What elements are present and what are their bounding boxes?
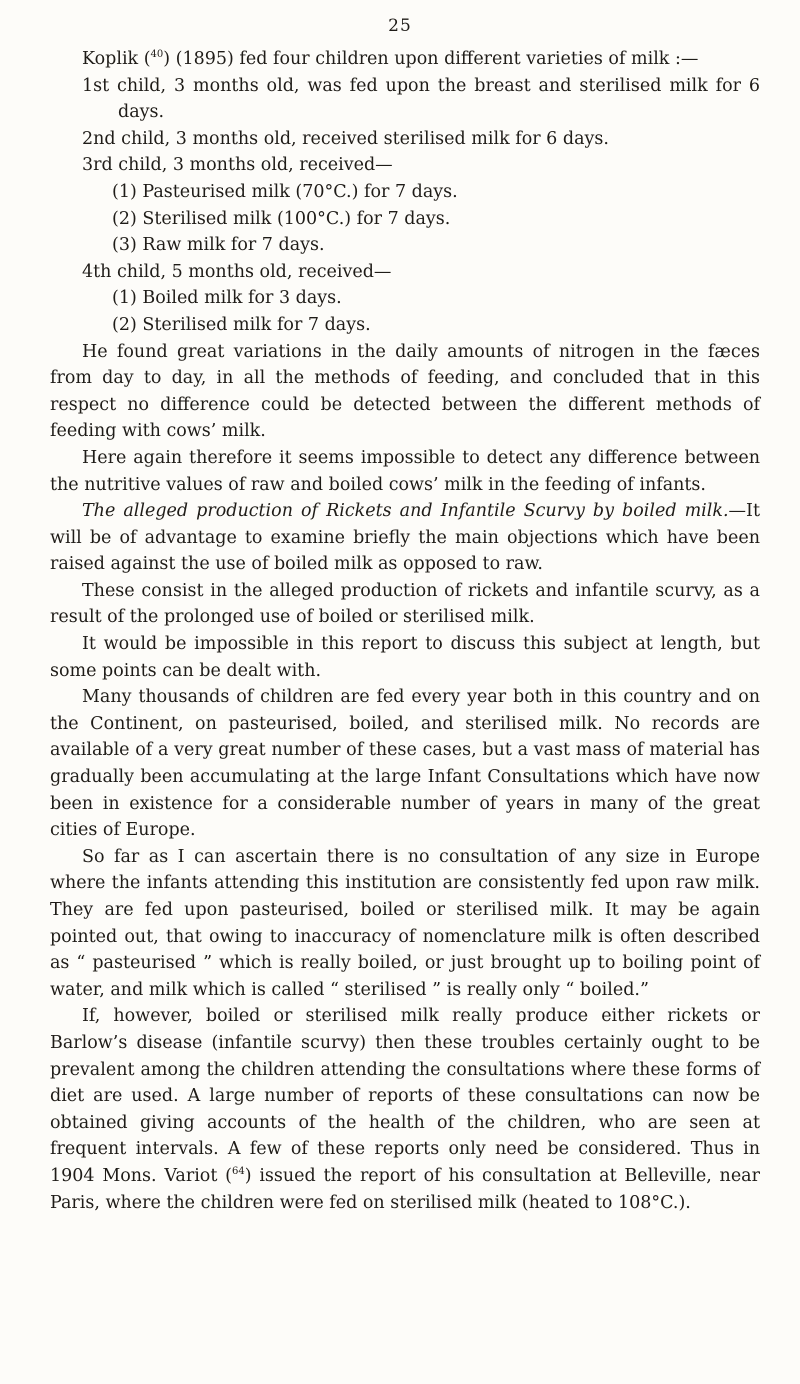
paragraph-2: Here again therefore it seems impossible to detect any difference between the nutritive values of raw and boiled cows’ milk in the feeding of infants.: [50, 447, 760, 495]
paragraph-6: Many thousands of children are fed every year both in this country and on the Continent, on pasteurised, boiled, and sterilised milk. No records are available of a very great number of these cases, but a vast mass of material has gradually been accumulating at the large Infant Consultations which have now been in existence for a considerable number of years in many of the great cities of Europe.: [50, 687, 760, 841]
paragraph-7: So far as I can ascertain there is no consultation of any size in Europe where the infants attending this institution are consistently fed upon raw milk. They are fed upon pasteurised, boiled or sterilised milk. It may be again pointed out, that owing to inaccuracy of nomenclature milk is often described as “ pasteurised ” which is really boiled, or just brought up to boiling point of water, and milk which is called “ sterilised ” is really only “ boiled.”: [50, 846, 760, 1000]
child-1-line: 1st child, 3 months old, was fed upon the breast and sterilised milk for 6 days.: [82, 75, 760, 123]
paragraph-1: He found great variations in the daily amounts of nitrogen in the fæces from day to day, in all the methods of feeding, and concluded that in this respect no difference could be detected between the different methods of feeding with cows’ milk.: [50, 341, 760, 442]
paragraph-3: The alleged production of Rickets and Infantile Scurvy by boiled milk.—It will be of advantage to examine briefly the main objections which have been raised against the use of boiled milk as opposed to raw.: [50, 501, 760, 575]
child-3-line: 3rd child, 3 months old, received—: [82, 155, 393, 176]
paragraph-8: If, however, boiled or sterilised milk really produce either rickets or Barlow’s disease (infantile scurvy) then these troubles certainly ought to be prevalent among the children attending the consultations where these forms of diet are used. A large number of reports of these consultations can now be obtained giving accounts of the health of the children, who are seen at frequent intervals. A few of these reports only need be considered. Thus in 1904 Mons. Variot ($^{64}$) issued the report of his consultation at Belleville, near Paris, where the children were fed on sterilised milk (heated to 108°C.).: [50, 1006, 760, 1213]
author-name: Koplik: [82, 49, 139, 69]
child-3-item-3: (3) Raw milk for 7 days.: [112, 235, 325, 256]
section-heading: The alleged production of Rickets and Infantile Scurvy by boiled milk.: [82, 501, 729, 522]
page-number: 25: [388, 16, 412, 36]
reference-number: 40: [150, 49, 164, 60]
child-2-line: 2nd child, 3 months old, received sterilised milk for 6 days.: [82, 128, 609, 149]
child-4-item-2: (2) Sterilised milk for 7 days.: [112, 314, 371, 335]
page-body: [50, 46, 760, 1216]
child-3-item-1: (1) Pasteurised milk (70°C.) for 7 days.: [112, 181, 458, 202]
child-4-item-1: (1) Boiled milk for 3 days.: [112, 288, 342, 309]
intro-paragraph: Koplik ($^{40}$) (1895) fed four children upon different varieties of milk :—: [82, 49, 699, 69]
paragraph-5: It would be impossible in this report to discuss this subject at length, but some points can be dealt with.: [50, 634, 760, 681]
child-4-line: 4th child, 5 months old, received—: [82, 261, 392, 282]
child-3-item-2: (2) Sterilised milk (100°C.) for 7 days.: [112, 208, 451, 229]
reference-number: 64: [231, 1165, 245, 1177]
paragraph-4: These consist in the alleged production of rickets and infantile scurvy, as a result of the prolonged use of boiled or sterilised milk.: [50, 580, 760, 628]
